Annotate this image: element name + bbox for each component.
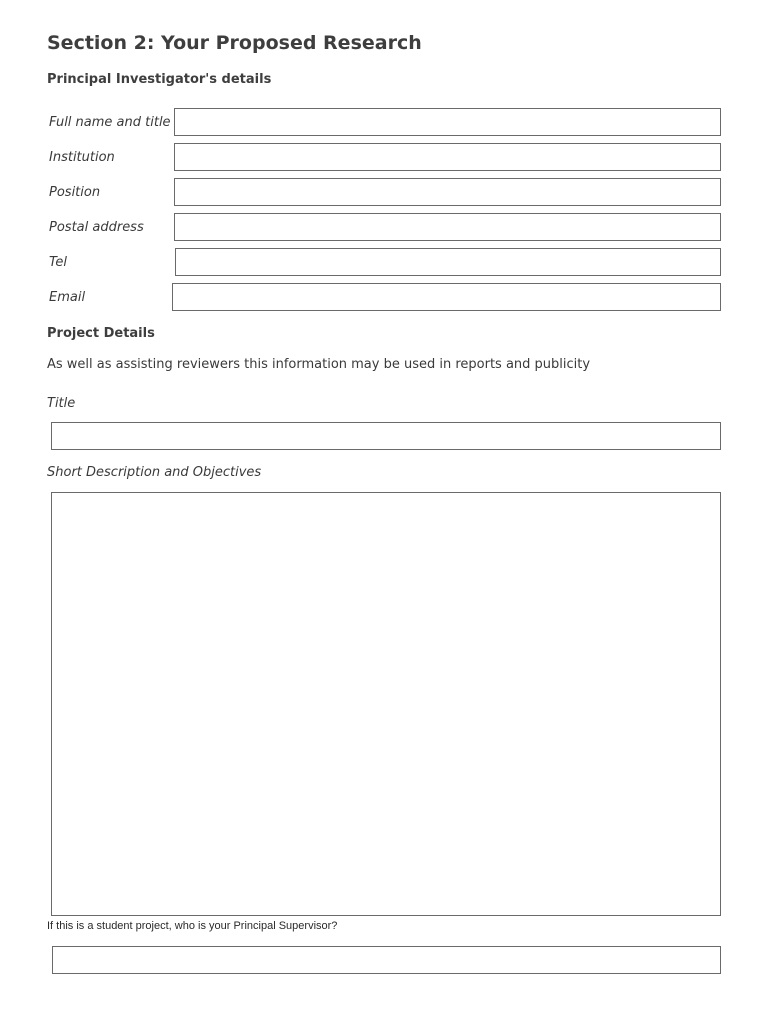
supervisor-question: If this is a student project, who is your Principal Supervisor? (47, 920, 338, 932)
institution-label: Institution (49, 150, 115, 165)
pi-details-heading: Principal Investigator's details (47, 72, 272, 87)
description-textarea[interactable] (51, 492, 721, 916)
full-name-label: Full name and title (49, 115, 171, 130)
page-title: Section 2: Your Proposed Research (47, 32, 422, 54)
email-label: Email (49, 290, 86, 305)
institution-field[interactable] (174, 143, 721, 171)
position-label: Position (49, 185, 101, 200)
full-name-field[interactable] (174, 108, 721, 136)
postal-address-field[interactable] (174, 213, 721, 241)
email-field[interactable] (172, 283, 721, 311)
tel-label: Tel (49, 255, 67, 270)
project-details-heading: Project Details (47, 326, 155, 341)
title-field[interactable] (51, 422, 721, 450)
tel-field[interactable] (175, 248, 721, 276)
position-field[interactable] (174, 178, 721, 206)
project-note: As well as assisting reviewers this information may be used in reports and publicity (47, 357, 591, 372)
postal-address-label: Postal address (49, 220, 144, 235)
description-label: Short Description and Objectives (47, 465, 262, 480)
title-label: Title (47, 396, 76, 411)
supervisor-field[interactable] (52, 946, 721, 974)
